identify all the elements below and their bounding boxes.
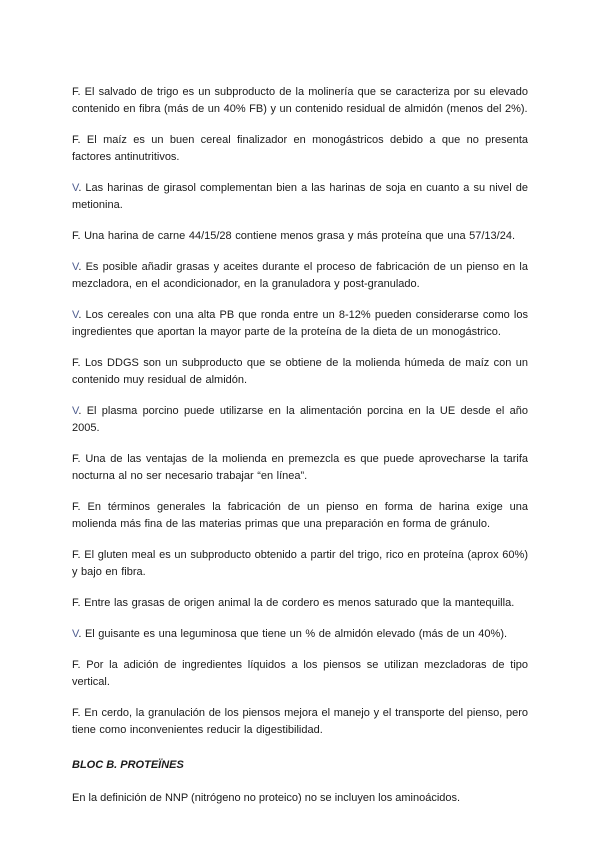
statement-item [72, 451, 528, 485]
statement-text: . El gluten meal es un subproducto obtenido a partir del trigo, rico en proteína (aprox 60%) y bajo en fibra. [72, 549, 528, 578]
verdict-label: F [72, 230, 78, 242]
statement-item [72, 547, 528, 581]
verdict-label: V [72, 182, 79, 194]
verdict-label: F [72, 357, 78, 369]
statement-text: . Por la adición de ingredientes líquidos a los piensos se utilizan mezcladoras de tipo vertical. [72, 659, 528, 688]
verdict-label: V [72, 261, 79, 273]
verdict-label: F [72, 134, 78, 146]
statement-text: . Los DDGS son un subproducto que se obtiene de la molienda húmeda de maíz con un contenido muy residual de almidón. [72, 357, 528, 386]
statement-list [72, 84, 528, 739]
statement-text: . El plasma porcino puede utilizarse en la alimentación porcina en la UE desde el año 2005. [72, 405, 528, 434]
verdict-label: F [72, 86, 78, 98]
document-page [72, 84, 528, 807]
statement-text: . Una harina de carne 44/15/28 contiene menos grasa y más proteína que una 57/13/24. [77, 230, 516, 242]
statement-text: . Los cereales con una alta PB que ronda entre un 8-12% pueden considerarse como los ingredientes que aportan la mayor parte de la proteína de la dieta de un monogástrico. [72, 309, 528, 338]
verdict-label: F [72, 597, 78, 609]
statement-text: . Una de las ventajas de la molienda en premezcla es que puede aprovecharse la tarifa nocturna al no ser necesario trabajar “en línea”. [72, 453, 528, 482]
statement-item [72, 259, 528, 293]
statement-item [72, 228, 528, 245]
statement-text: . El salvado de trigo es un subproducto de la molinería que se caracteriza por su elevado contenido en fibra (más de un 40% FB) y un contenido residual de almidón (menos del 2%). [72, 86, 528, 115]
statement-item [72, 84, 528, 118]
statement-item [72, 355, 528, 389]
section-statement: En la definición de NNP (nitrógeno no proteico) no se incluyen los aminoácidos. [72, 792, 461, 804]
statement-item [72, 180, 528, 214]
statement-item [72, 595, 528, 612]
verdict-label: F [72, 707, 78, 719]
statement-text: . Las harinas de girasol complementan bien a las harinas de soja en cuanto a su nivel de metionina. [72, 182, 528, 211]
verdict-label: F [72, 659, 78, 671]
statement-item [72, 403, 528, 437]
statement-item [72, 705, 528, 739]
verdict-label: F [72, 549, 78, 561]
statement-item [72, 307, 528, 341]
statement-text: . El guisante es una leguminosa que tiene un % de almidón elevado (más de un 40%). [78, 628, 508, 640]
verdict-label: V [72, 309, 79, 321]
statement-text: . En cerdo, la granulación de los piensos mejora el manejo y el transporte del pienso, pero tiene como inconvenientes reducir la digestibilidad. [72, 707, 528, 736]
statement-text: . En términos generales la fabricación de un pienso en forma de harina exige una molienda más fina de las materias primas que una preparación en forma de gránulo. [72, 501, 528, 530]
statement-text: . Entre las grasas de origen animal la de cordero es menos saturado que la mantequilla. [77, 597, 515, 609]
section-title: BLOC B. PROTEÏNES [72, 759, 184, 771]
statement-item [72, 132, 528, 166]
statement-text: . Es posible añadir grasas y aceites durante el proceso de fabricación de un pienso en la mezcladora, en el acondicionador, en la granuladora y post-granulado. [72, 261, 528, 290]
verdict-label: V [72, 628, 79, 640]
verdict-label: F [72, 453, 78, 465]
statement-item [72, 657, 528, 691]
statement-text: . El maíz es un buen cereal finalizador en monogástricos debido a que no presenta factores antinutritivos. [72, 134, 528, 163]
statement-item [72, 626, 528, 643]
statement-item [72, 499, 528, 533]
verdict-label: F [72, 501, 78, 513]
verdict-label: V [72, 405, 79, 417]
